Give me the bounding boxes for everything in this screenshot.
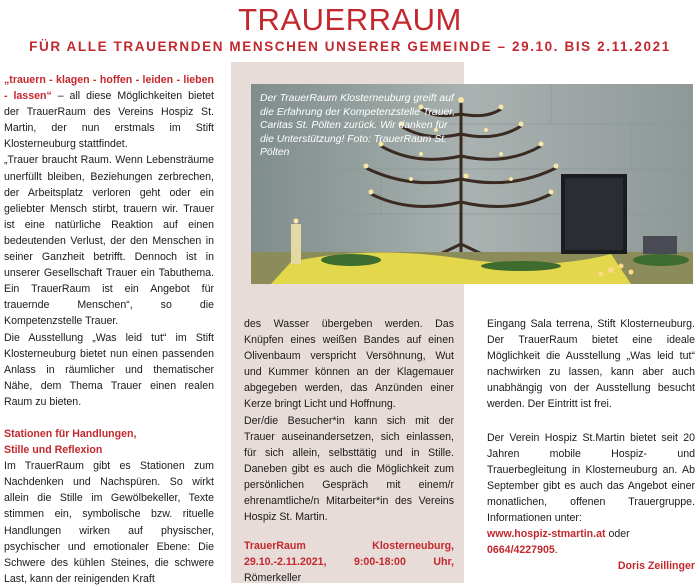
section-heading-line: Stille und Reflexion xyxy=(4,444,103,457)
event-info xyxy=(244,538,454,586)
paragraph: Eingang Sala terrena, Stift Klosterneuburg. Der TrauerRaum bietet eine ideale Möglichkeit die Ausstellung „Was leid tut“ nachwirken zu lassen, kann aber auch unabhängig von der Ausstellung besucht werden. Der Eintritt ist frei. xyxy=(487,318,695,411)
contact-period: . xyxy=(554,544,558,557)
event-highlight: TrauerRaum Klosterneuburg, 29.10.-2.11.2021, 9:00-18:00 Uhr, xyxy=(244,540,454,569)
article-subtitle: FÜR ALLE TRAUERNDEN MENSCHEN UNSERER GEMEINDE – 29.10. BIS 2.11.2021 xyxy=(29,39,671,54)
section-heading-line: Stationen für Handlungen, xyxy=(4,427,137,440)
lead-paragraph xyxy=(4,72,214,152)
lead-text: – all diese Möglichkeiten bietet der TrauerRaum des Vereins Hospiz St. Martin, der nun erstmals im Stift Klosterneuburg stattfindet. xyxy=(4,90,214,151)
paragraph: „Trauer braucht Raum. Wenn Lebensträume unerfüllt bleiben, Beziehungen zerbrechen, der Arbeitsplatz verloren geht oder ein geliebter Mensch stirbt, trauern wir. Trauer ist eine natürliche Reaktion auf einen bedeutenden Verlust, der den Menschen in seiner Ganzheit betrifft. Dennoch ist in unserer Gesellschaft Trauer ein Tabuthema. Ein TrauerRaum ist ein Angebot für trauernde Menschen“, so die Kompetenzstelle Trauer. xyxy=(4,154,214,328)
contact-line xyxy=(487,526,695,558)
photo-candle-tree xyxy=(251,84,693,284)
paragraph: Der Verein Hospiz St.Martin bietet seit 20 Jahren mobile Hospiz- und Trauerbegleitung in Klosterneuburg an. Ab September gibt es auch das Angebot einer monatlichen, offenen Trauergruppe. Informationen unter: xyxy=(487,431,695,525)
paragraph: des Wasser übergeben werden. Das Knüpfen eines weißen Bandes auf einen Olivenbaum verspricht Versöhnung, Wut und Kummer können an der Klagemauer abgegeben werden, das Anzünden einer Kerze bringt Licht und Hoffnung. xyxy=(244,318,454,411)
paragraph: Die Ausstellung „Was leid tut“ im Stift Klosterneuburg bietet nun einen passenden Anlass in räumlicher und thematischer Nähe, dem Thema Trauer einen realen Raum zu bieten. xyxy=(4,331,214,408)
paragraph: Im TrauerRaum gibt es Stationen zum Nachdenken und Nachspüren. So wirkt allein die Stille im Gewölbekeller, Texte stimmen ein, symbolische bzw. rituelle Handlungen wirken auf physischer, psychischer und emotionaler Ebene: Die Schwere des kühlen Steines, die schwere Last, kann der reinigenden Kraft xyxy=(4,460,214,585)
article-title: TRAUERRAUM xyxy=(238,2,462,37)
phone-number[interactable]: 0664/4227905 xyxy=(487,544,555,557)
event-location: Römerkeller xyxy=(244,572,302,585)
photo-caption: Der TrauerRaum Klosterneuburg greift auf die Erfahrung der Kompetenzstelle Trauer, Caritas St. Pölten zurück. Wir danken für die Unterstützung! Foto: TrauerRaum St. Pölten xyxy=(260,93,456,159)
column-1 xyxy=(4,72,214,587)
author-signature: Doris Zeillinger xyxy=(617,560,695,573)
website-link[interactable]: www.hospiz-stmartin.at xyxy=(487,528,606,541)
paragraph: Der/die Besucher*in kann sich mit der Trauer auseinandersetzen, sich einlassen, für sich allein, selbsttätig und in Stille. Daneben gibt es auch die Möglichkeit zum persönlichen Gespräch mit einem/r ehrenamtliche/n Mitarbeiter*in des Vereins Hospiz St. Martin. xyxy=(244,414,454,524)
contact-or: oder xyxy=(605,528,630,541)
lead-highlight: „trauern - klagen - hoffen - leiden - lieben - lassen“ xyxy=(4,74,214,103)
column-2 xyxy=(244,316,454,587)
section-heading xyxy=(4,426,214,458)
column-3 xyxy=(487,316,695,574)
